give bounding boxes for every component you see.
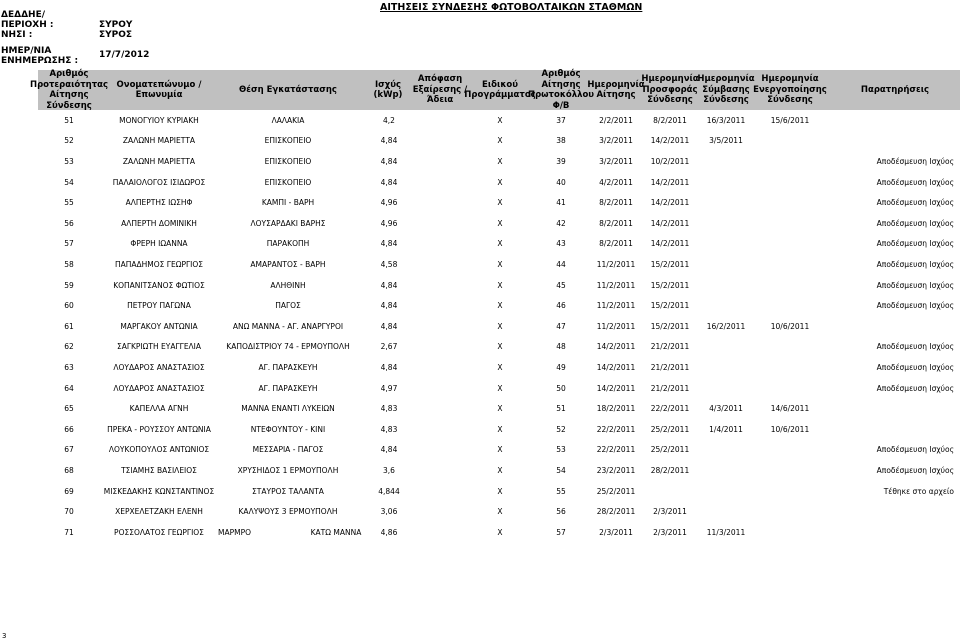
cell-notes: Αποδέσμευση Ισχύος [876, 177, 954, 187]
cell-name: ΚΟΠΑΝΙΤΣΑΝΟΣ ΦΩΤΙΟΣ [113, 280, 205, 290]
cell-priority-number: 63 [64, 362, 74, 372]
cell-activation-date: 15/6/2011 [770, 115, 810, 125]
cell-application-date: 2/2/2011 [599, 115, 633, 125]
cell-power: 4,97 [380, 383, 398, 393]
cell-protocol-number: 51 [556, 404, 566, 414]
cell-activation-date [754, 131, 826, 152]
cell-protocol-number: 43 [556, 239, 566, 249]
cell-priority-number: 51 [64, 115, 74, 125]
cell-application-date: 8/2/2011 [599, 218, 633, 228]
cell-priority-number: 68 [64, 465, 74, 475]
cell-power: 4,2 [383, 115, 395, 125]
cell-special-program: Χ [497, 465, 503, 475]
cell-application-date: 11/2/2011 [596, 259, 636, 269]
cell-power: 4,84 [380, 301, 398, 311]
cell-notes: Αποδέσμευση Ισχύος [876, 301, 954, 311]
cell-name: ΛΟΥΔΑΡΟΣ ΑΝΑΣΤΑΣΙΟΣ [113, 383, 205, 393]
cell-special-program: Χ [497, 507, 503, 517]
cell-offer-date: 15/2/2011 [650, 321, 690, 331]
cell-application-date: 2/3/2011 [599, 527, 633, 537]
cell-name: ΖΑΛΩΝΗ ΜΑΡΙΕΤΤΑ [122, 156, 196, 166]
cell-special-program: Χ [497, 321, 503, 331]
table-row [0, 378, 960, 399]
cell-protocol-number: 53 [556, 445, 566, 455]
cell-name: ΛΟΥΔΑΡΟΣ ΑΝΑΣΤΑΣΙΟΣ [113, 362, 205, 372]
cell-location: ΜΕΣΣΑΡΙΑ - ΠΑΓΟΣ [252, 445, 324, 455]
cell-name: ΤΣΙΑΜΗΣ ΒΑΣΙΛΕΙΟΣ [121, 465, 197, 475]
cell-offer-date: 2/3/2011 [653, 527, 687, 537]
cell-location: ΕΠΙΣΚΟΠΕΙΟ [264, 136, 312, 146]
cell-application-date: 22/2/2011 [596, 445, 636, 455]
table-row [0, 110, 960, 131]
table-row [0, 501, 960, 522]
cell-protocol-number: 42 [556, 218, 566, 228]
cell-activation-date: 14/6/2011 [770, 404, 810, 414]
cell-priority-number: 55 [64, 198, 74, 208]
cell-contract-date: 4/3/2011 [709, 404, 743, 414]
cell-notes [820, 398, 954, 419]
cell-offer-date: 15/2/2011 [650, 301, 690, 311]
cell-location: ΜΑΝΝΑ ΕΝΑΝΤΙ ΛΥΚΕΙΩΝ [241, 404, 335, 414]
table-row [0, 440, 960, 461]
cell-special-program: Χ [497, 259, 503, 269]
cell-name: ΣΑΓΚΡΙΩΤΗ ΕΥΑΓΓΕΛΙΑ [116, 342, 202, 352]
cell-power: 4,84 [380, 445, 398, 455]
cell-priority-number: 65 [64, 404, 74, 414]
cell-contract-date [698, 275, 754, 296]
cell-location: ΑΝΩ ΜΑΝΝΑ - ΑΓ. ΑΝΑΡΓΥΡΟΙ [232, 321, 344, 331]
cell-notes: Αποδέσμευση Ισχύος [876, 239, 954, 249]
cell-special-program: Χ [497, 424, 503, 434]
table-row [0, 234, 960, 255]
cell-activation-date [754, 440, 826, 461]
cell-location: ΜΑΡΜΡΟ ΚΑΤΩ ΜΑΝΝΑ [218, 527, 362, 537]
cell-name: ΛΟΥΚΟΠΟΥΛΟΣ ΑΝΤΩΝΙΟΣ [108, 445, 210, 455]
cell-contract-date [698, 481, 754, 502]
cell-notes [820, 316, 954, 337]
cell-location: ΣΤΑΥΡΟΣ ΤΑΛΑΝΤΑ [252, 486, 324, 496]
table-row [0, 172, 960, 193]
cell-offer-date: 10/2/2011 [650, 156, 690, 166]
cell-priority-number: 67 [64, 445, 74, 455]
cell-priority-number: 54 [64, 177, 74, 187]
cell-offer-date: 2/3/2011 [653, 507, 687, 517]
cell-contract-date [698, 192, 754, 213]
cell-name: ΜΟΝΟΓΥΙΟΥ ΚΥΡΙΑΚΗ [119, 115, 199, 125]
cell-name: ΜΑΡΓΑΚΟΥ ΑΝΤΩΝΙΑ [120, 321, 198, 331]
cell-offer-date [642, 481, 698, 502]
cell-protocol-number: 38 [556, 136, 566, 146]
cell-contract-date [698, 254, 754, 275]
cell-contract-date [698, 337, 754, 358]
cell-priority-number: 53 [64, 156, 74, 166]
cell-activation-date [754, 522, 826, 543]
cell-protocol-number: 47 [556, 321, 566, 331]
cell-protocol-number: 39 [556, 156, 566, 166]
cell-offer-date: 8/2/2011 [653, 115, 687, 125]
cell-notes: Αποδέσμευση Ισχύος [876, 383, 954, 393]
cell-protocol-number: 45 [556, 280, 566, 290]
cell-location: ΚΑΠΟΔΙΣΤΡΙΟΥ 74 - ΕΡΜΟΥΠΟΛΗ [226, 342, 350, 352]
cell-priority-number: 52 [64, 136, 74, 146]
cell-special-program: Χ [497, 527, 503, 537]
region-label: ΔΕΔΔΗΕ/ ΠΕΡΙΟΧΗ : ΝΗΣΙ : [1, 10, 54, 40]
cell-contract-date [698, 295, 754, 316]
table-row [0, 254, 960, 275]
cell-notes: Αποδέσμευση Ισχύος [876, 156, 954, 166]
cell-name: ΧΕΡΧΕΛΕΤΖΑΚΗ ΕΛΕΝΗ [115, 507, 203, 517]
cell-power: 4,84 [380, 156, 398, 166]
cell-special-program: Χ [497, 486, 503, 496]
cell-offer-date: 25/2/2011 [650, 424, 690, 434]
cell-power: 4,84 [380, 239, 398, 249]
cell-activation-date [754, 234, 826, 255]
cell-application-date: 8/2/2011 [599, 239, 633, 249]
cell-activation-date [754, 275, 826, 296]
cell-protocol-number: 57 [556, 527, 566, 537]
cell-special-program: Χ [497, 383, 503, 393]
page-number: 3 [2, 632, 7, 640]
table-row [0, 419, 960, 440]
cell-name: ΖΑΛΩΝΗ ΜΑΡΙΕΤΤΑ [122, 136, 196, 146]
cell-activation-date [754, 337, 826, 358]
cell-notes: Αποδέσμευση Ισχύος [876, 362, 954, 372]
cell-offer-date: 14/2/2011 [650, 177, 690, 187]
cell-priority-number: 70 [64, 507, 74, 517]
cell-notes [820, 131, 954, 152]
cell-special-program: Χ [497, 115, 503, 125]
cell-application-date: 25/2/2011 [596, 486, 636, 496]
cell-contract-date [698, 460, 754, 481]
update-date-value: 17/7/2012 [99, 50, 150, 60]
cell-contract-date [698, 440, 754, 461]
update-date-label: ΗΜΕΡ/ΝΙΑ ΕΝΗΜΕΡΩΣΗΣ : [1, 46, 79, 66]
cell-location: ΝΤΕΦΟΥΝΤΟΥ - ΚΙΝΙ [250, 424, 326, 434]
cell-power: 4,83 [380, 404, 398, 414]
cell-activation-date [754, 378, 826, 399]
cell-special-program: Χ [497, 198, 503, 208]
cell-contract-date [698, 501, 754, 522]
cell-protocol-number: 41 [556, 198, 566, 208]
header-activation-date: Ημερομηνία Ενεργοποίησης Σύνδεσης [753, 74, 827, 106]
table-row [0, 316, 960, 337]
header-installation-location: Θέση Εγκατάστασης [239, 84, 337, 95]
cell-power: 4,84 [380, 321, 398, 331]
region-value: ΣΥΡΟΥ ΣΥΡΟΣ [99, 20, 133, 40]
cell-application-date: 23/2/2011 [596, 465, 636, 475]
table-row [0, 131, 960, 152]
table-row [0, 192, 960, 213]
cell-location: ΠΑΓΟΣ [275, 301, 301, 311]
cell-location: ΠΑΡΑΚΟΠΗ [266, 239, 310, 249]
cell-offer-date: 15/2/2011 [650, 280, 690, 290]
cell-offer-date: 28/2/2011 [650, 465, 690, 475]
header-notes: Παρατηρήσεις [860, 84, 930, 95]
table-row [0, 460, 960, 481]
cell-protocol-number: 46 [556, 301, 566, 311]
cell-contract-date [698, 213, 754, 234]
cell-notes: Αποδέσμευση Ισχύος [876, 465, 954, 475]
cell-priority-number: 60 [64, 301, 74, 311]
cell-contract-date [698, 357, 754, 378]
cell-notes: Αποδέσμευση Ισχύος [876, 198, 954, 208]
header-priority-number: Αριθμός Προτεραιότητας Αίτησης Σύνδεσης [29, 69, 109, 111]
cell-special-program: Χ [497, 404, 503, 414]
cell-contract-date: 16/2/2011 [706, 321, 746, 331]
cell-name: ΠΑΛΑΙΟΛΟΓΟΣ ΙΣΙΔΩΡΟΣ [112, 177, 206, 187]
cell-offer-date: 21/2/2011 [650, 342, 690, 352]
cell-power: 4,84 [380, 362, 398, 372]
cell-name: ΠΡΕΚΑ - ΡΟΥΣΣΟΥ ΑΝΤΩΝΙΑ [107, 424, 211, 434]
cell-priority-number: 69 [64, 486, 74, 496]
cell-contract-date [698, 234, 754, 255]
cell-protocol-number: 52 [556, 424, 566, 434]
cell-location: ΕΠΙΣΚΟΠΕΙΟ [264, 177, 312, 187]
cell-location: ΑΛΗΘΙΝΗ [270, 280, 306, 290]
cell-notes [820, 110, 954, 131]
cell-activation-date [754, 254, 826, 275]
cell-name: ΦΡΕΡΗ ΙΩΑΝΝΑ [130, 239, 188, 249]
cell-protocol-number: 48 [556, 342, 566, 352]
cell-application-date: 3/2/2011 [599, 136, 633, 146]
cell-location: ΕΠΙΣΚΟΠΕΙΟ [264, 156, 312, 166]
cell-power: 4,844 [378, 486, 400, 496]
cell-power: 4,96 [380, 218, 398, 228]
cell-priority-number: 66 [64, 424, 74, 434]
cell-power: 4,86 [380, 527, 398, 537]
cell-location: ΛΟΥΣΑΡΔΑΚΙ ΒΑΡΗΣ [250, 218, 326, 228]
cell-activation-date [754, 172, 826, 193]
cell-priority-number: 56 [64, 218, 74, 228]
cell-activation-date: 10/6/2011 [770, 321, 810, 331]
cell-offer-date: 15/2/2011 [650, 259, 690, 269]
table-row [0, 522, 960, 543]
header-exemption-decision: Απόφαση Εξαίρεσης / Άδεια [412, 74, 468, 106]
cell-power: 4,84 [380, 136, 398, 146]
cell-application-date: 3/2/2011 [599, 156, 633, 166]
cell-special-program: Χ [497, 362, 503, 372]
cell-contract-date: 3/5/2011 [709, 136, 743, 146]
cell-offer-date: 14/2/2011 [650, 218, 690, 228]
cell-notes [820, 501, 954, 522]
cell-application-date: 11/2/2011 [596, 280, 636, 290]
header-application-date: Ημερομηνία Αίτησης [587, 79, 645, 100]
cell-protocol-number: 50 [556, 383, 566, 393]
table-row [0, 295, 960, 316]
header-protocol-number: Αριθμός Αίτησης Πρωτοκόλλου Φ/Β [527, 69, 595, 111]
header-offer-date: Ημερομηνία Προσφοράς Σύνδεσης [641, 74, 699, 106]
cell-activation-date [754, 295, 826, 316]
cell-activation-date [754, 192, 826, 213]
cell-contract-date [698, 378, 754, 399]
cell-power: 4,84 [380, 177, 398, 187]
cell-name: ΠΕΤΡΟΥ ΠΑΓΩΝΑ [127, 301, 191, 311]
cell-priority-number: 64 [64, 383, 74, 393]
cell-special-program: Χ [497, 342, 503, 352]
cell-special-program: Χ [497, 239, 503, 249]
cell-power: 4,83 [380, 424, 398, 434]
cell-application-date: 14/2/2011 [596, 362, 636, 372]
cell-contract-date [698, 151, 754, 172]
cell-protocol-number: 49 [556, 362, 566, 372]
cell-special-program: Χ [497, 301, 503, 311]
cell-contract-date: 16/3/2011 [706, 115, 746, 125]
cell-name: ΚΑΠΕΛΛΑ ΑΓΝΗ [129, 404, 189, 414]
cell-location: ΧΡΥΣΗΙΔΟΣ 1 ΕΡΜΟΥΠΟΛΗ [237, 465, 339, 475]
cell-notes [820, 522, 954, 543]
cell-activation-date: 10/6/2011 [770, 424, 810, 434]
table-row [0, 337, 960, 358]
table-row [0, 481, 960, 502]
cell-protocol-number: 40 [556, 177, 566, 187]
cell-power: 3,06 [380, 507, 398, 517]
cell-location: ΑΓ. ΠΑΡΑΣΚΕΥΗ [258, 383, 318, 393]
cell-notes: Αποδέσμευση Ισχύος [876, 259, 954, 269]
cell-notes [820, 419, 954, 440]
cell-priority-number: 57 [64, 239, 74, 249]
cell-protocol-number: 54 [556, 465, 566, 475]
cell-notes: Αποδέσμευση Ισχύος [876, 280, 954, 290]
cell-application-date: 28/2/2011 [596, 507, 636, 517]
cell-offer-date: 25/2/2011 [650, 445, 690, 455]
cell-application-date: 11/2/2011 [596, 301, 636, 311]
cell-activation-date [754, 213, 826, 234]
cell-name: ΠΑΠΑΔΗΜΟΣ ΓΕΩΡΓΙΟΣ [114, 259, 203, 269]
cell-special-program: Χ [497, 445, 503, 455]
cell-priority-number: 59 [64, 280, 74, 290]
cell-notes: Αποδέσμευση Ισχύος [876, 218, 954, 228]
cell-priority-number: 62 [64, 342, 74, 352]
cell-special-program: Χ [497, 177, 503, 187]
table-row [0, 398, 960, 419]
cell-activation-date [754, 460, 826, 481]
cell-offer-date: 21/2/2011 [650, 383, 690, 393]
cell-location: ΛΑΛΑΚΙΑ [271, 115, 305, 125]
cell-contract-date [698, 172, 754, 193]
cell-protocol-number: 44 [556, 259, 566, 269]
header-contract-date: Ημερομηνία Σύμβασης Σύνδεσης [697, 74, 755, 106]
header-special-program: Ειδικού Προγράμματος [464, 79, 536, 100]
cell-offer-date: 21/2/2011 [650, 362, 690, 372]
cell-contract-date: 1/4/2011 [709, 424, 743, 434]
cell-activation-date [754, 501, 826, 522]
cell-application-date: 14/2/2011 [596, 342, 636, 352]
cell-priority-number: 61 [64, 321, 74, 331]
cell-activation-date [754, 151, 826, 172]
header-name: Ονοματεπώνυμο / Επωνυμία [116, 79, 202, 100]
cell-protocol-number: 56 [556, 507, 566, 517]
cell-power: 4,96 [380, 198, 398, 208]
cell-notes: Αποδέσμευση Ισχύος [876, 445, 954, 455]
cell-offer-date: 22/2/2011 [650, 404, 690, 414]
cell-protocol-number: 55 [556, 486, 566, 496]
cell-power: 4,84 [380, 280, 398, 290]
cell-activation-date [754, 481, 826, 502]
cell-activation-date [754, 357, 826, 378]
cell-application-date: 18/2/2011 [596, 404, 636, 414]
cell-special-program: Χ [497, 156, 503, 166]
cell-application-date: 8/2/2011 [599, 198, 633, 208]
cell-offer-date: 14/2/2011 [650, 198, 690, 208]
cell-application-date: 11/2/2011 [596, 321, 636, 331]
cell-application-date: 4/2/2011 [599, 177, 633, 187]
cell-location: ΑΜΑΡΑΝΤΟΣ - ΒΑΡΗ [250, 259, 326, 269]
cell-power: 2,67 [380, 342, 398, 352]
cell-offer-date: 14/2/2011 [650, 239, 690, 249]
cell-notes: Τέθηκε στο αρχείο [883, 486, 954, 496]
table-row [0, 151, 960, 172]
cell-priority-number: 58 [64, 259, 74, 269]
cell-contract-date: 11/3/2011 [706, 527, 746, 537]
cell-location: ΚΑΜΠΙ - ΒΑΡΗ [261, 198, 315, 208]
cell-special-program: Χ [497, 218, 503, 228]
cell-name: ΡΟΣΣΟΛΑΤΟΣ ΓΕΩΡΓΙΟΣ [114, 527, 204, 537]
cell-application-date: 14/2/2011 [596, 383, 636, 393]
cell-power: 3,6 [383, 465, 395, 475]
cell-name: ΑΛΠΕΡΤΗ ΔΟΜΙΝΙΚΗ [121, 218, 197, 228]
cell-protocol-number: 37 [556, 115, 566, 125]
table-row [0, 275, 960, 296]
cell-special-program: Χ [497, 280, 503, 290]
header-power: Ισχύς (kWp) [373, 79, 403, 100]
table-row [0, 357, 960, 378]
cell-priority-number: 71 [64, 527, 74, 537]
cell-application-date: 22/2/2011 [596, 424, 636, 434]
table-row [0, 213, 960, 234]
cell-location: ΑΓ. ΠΑΡΑΣΚΕΥΗ [258, 362, 318, 372]
document-title: ΑΙΤΗΣΕΙΣ ΣΥΝΔΕΣΗΣ ΦΩΤΟΒΟΛΤΑΙΚΩΝ ΣΤΑΘΜΩΝ [380, 2, 643, 13]
cell-special-program: Χ [497, 136, 503, 146]
cell-notes: Αποδέσμευση Ισχύος [876, 342, 954, 352]
cell-name: ΜΙΣΚΕΔΑΚΗΣ ΚΩΝΣΤΑΝΤΙΝΟΣ [103, 486, 215, 496]
cell-location: ΚΑΛΥΨΟΥΣ 3 ΕΡΜΟΥΠΟΛΗ [238, 507, 338, 517]
cell-power: 4,58 [380, 259, 398, 269]
cell-offer-date: 14/2/2011 [650, 136, 690, 146]
cell-name: ΑΛΠΕΡΤΗΣ ΙΩΣΗΦ [125, 198, 193, 208]
